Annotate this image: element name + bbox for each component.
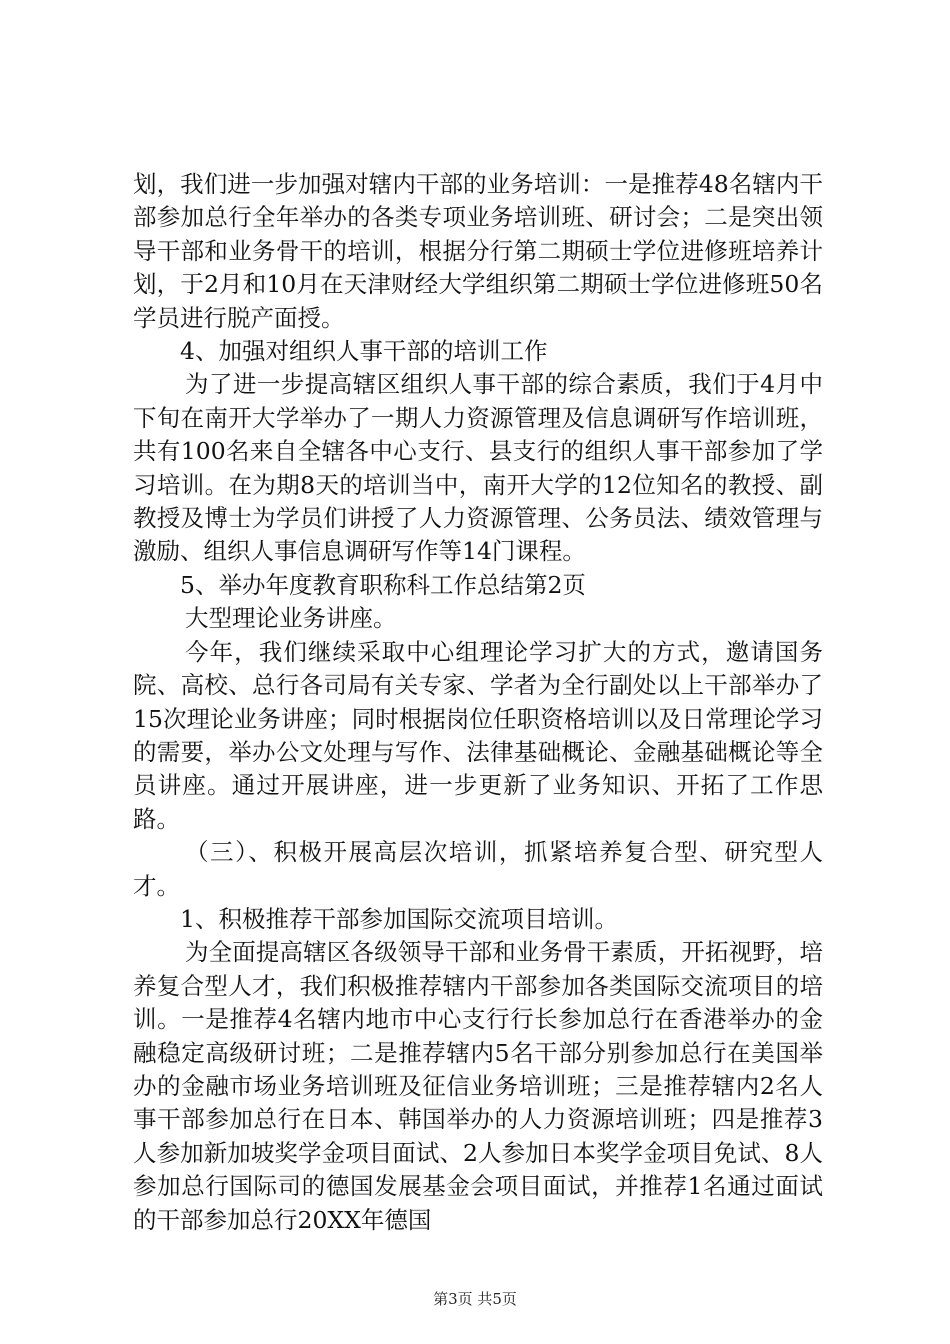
heading-high-level-training: （三）、积极开展高层次培训，抓紧培养复合型、研究型人才。 [133, 838, 823, 900]
page-footer: 第3页 共5页 [433, 1290, 517, 1308]
heading-international-exchange: 1、积极推荐干部参加国际交流项目培训。 [180, 904, 618, 933]
paragraph-international-exchange: 为全面提高辖区各级领导干部和业务骨干素质，开拓视野，培养复合型人才，我们积极推荐辖内干部参加各类国际交流项目的培训。一是推荐4名辖内地市中心支行行长参加总行在香港举办的金融稳定高级研讨班；二是推荐辖内5名干部分别参加总行在美国举办的金融市场业务培训班及征信业务培训班；三是推荐辖内2名人事干部参加总行在日本、韩国举办的人力资源培训班；四是推荐3人参加新加坡奖学金项目面试、2人参加日本奖学金项目免试、8人参加总行国际司的德国发展基金会项目面试，并推荐1名通过面试的干部参加总行20XX年德国 [133, 938, 823, 1234]
paragraph-lecture-title: 大型理论业务讲座。 [185, 604, 397, 633]
paragraph-organization-training: 为了进一步提高辖区组织人事干部的综合素质，我们于4月中下旬在南开大学举办了一期人力资源管理及信息调研写作培训班，共有100名来自全辖各中心支行、县支行的组织人事干部参加了学习培训。在为期8天的培训当中，南开大学的12位知名的教授、副教授及博士为学员们讲授了人力资源管理、公务员法、绩效管理与激励、组织人事信息调研写作等14门课程。 [133, 370, 823, 566]
document-body [133, 168, 823, 1237]
heading-organization-training: 4、加强对组织人事干部的培训工作 [180, 337, 548, 366]
paragraph-continuation: 划，我们进一步加强对辖内干部的业务培训：一是推荐48名辖内干部参加总行全年举办的各类专项业务培训班、研讨会；二是突出领导干部和业务骨干的培训，根据分行第二期硕士学位进修班培养计划，于2月和10月在天津财经大学组织第二期硕士学位进修班50名学员进行脱产面授。 [133, 170, 823, 332]
paragraph-lectures: 今年，我们继续采取中心组理论学习扩大的方式，邀请国务院、高校、总行各司局有关专家、学者为全行副处以上干部举办了15次理论业务讲座；同时根据岗位任职资格培训以及日常理论学习的需要，举办公文处理与写作、法律基础概论、金融基础概论等全员讲座。通过开展讲座，进一步更新了业务知识、开拓了工作思路。 [133, 637, 823, 833]
heading-annual-summary: 5、举办年度教育职称科工作总结第2页 [180, 570, 586, 599]
